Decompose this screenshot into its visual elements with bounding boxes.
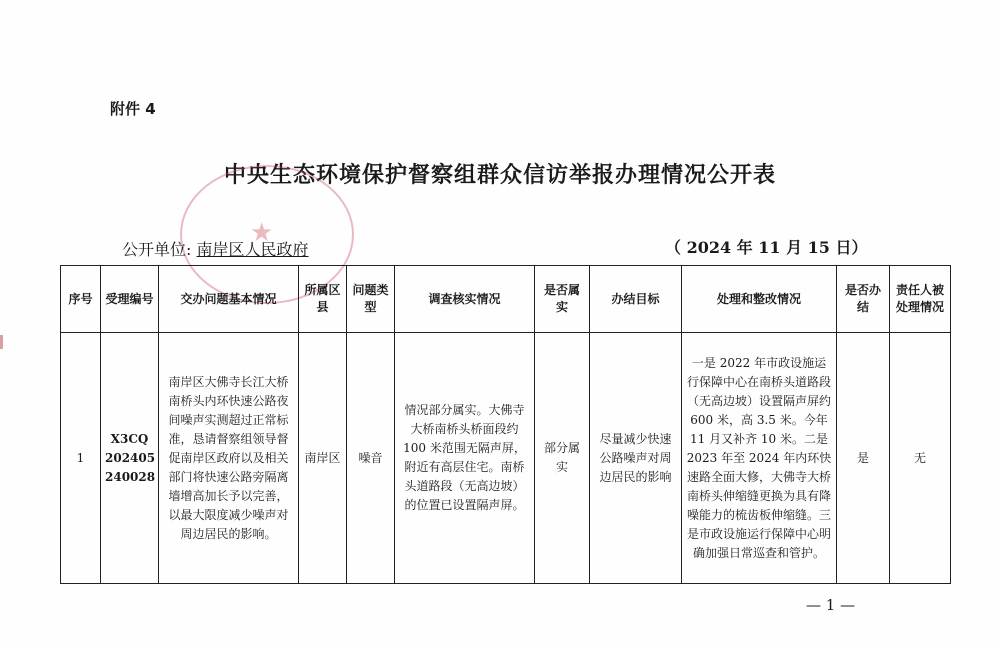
col-header-district: 所属区县 [299, 266, 347, 333]
col-header-index: 序号 [61, 266, 101, 333]
cell-district: 南岸区 [299, 333, 347, 584]
col-header-code: 受理编号 [101, 266, 159, 333]
page-number: — 1 — [806, 596, 856, 614]
publish-date: （ 2024 年 11 月 15 日） [665, 238, 868, 257]
unit-label: 公开单位: [122, 240, 192, 259]
cell-code [101, 333, 159, 584]
annex-label: 附件 4 [110, 100, 156, 118]
table-header-row [61, 266, 951, 333]
col-header-issue: 交办问题基本情况 [159, 266, 299, 333]
seal-star-icon: ★ [250, 218, 274, 248]
unit-value: 南岸区人民政府 [196, 240, 309, 259]
cell-handling: 一是 2022 年市政设施运行保障中心在南桥头道路段（无高边坡）设置隔声屏约 600 米，高 3.5 米。今年 11 月又补齐 10 米。二是 2023 年至 2024 年内环快速路全面大修，大佛寺大桥南桥头伸缩缝更换为具有降噪能力的梳齿板伸缩缝。三是市政设施运行保障中心明确加强日常巡查和管护。 [682, 333, 837, 584]
publishing-unit [122, 237, 309, 260]
col-header-is-true: 是否属实 [535, 266, 590, 333]
code-line: 202405 [105, 450, 156, 465]
page-title: 中央生态环境保护督察组群众信访举报办理情况公开表 [223, 163, 776, 188]
cell-is-true: 部分属实 [535, 333, 590, 584]
col-header-handling: 处理和整改情况 [682, 266, 837, 333]
col-header-type: 问题类型 [347, 266, 395, 333]
code-line: X3CQ [110, 431, 149, 446]
col-header-investigation: 调查核实情况 [395, 266, 535, 333]
table-row [61, 333, 951, 584]
cell-investigation: 情况部分属实。大佛寺大桥南桥头桥面段约 100 米范围无隔声屏，附近有高层住宅。南桥头道路段（无高边坡）的位置已设置隔声屏。 [395, 333, 535, 584]
col-header-goal: 办结目标 [590, 266, 682, 333]
col-header-accountability: 责任人被处理情况 [890, 266, 951, 333]
code-line: 240028 [105, 469, 156, 484]
cell-completed: 是 [837, 333, 890, 584]
col-header-completed: 是否办结 [837, 266, 890, 333]
binding-mark [0, 335, 3, 349]
cell-issue: 南岸区大佛寺长江大桥南桥头内环快速公路夜间噪声实测超过正常标准，恳请督察组领导督促南岸区政府以及相关部门将快速公路旁隔离墙增高加长予以完善，以最大限度减少噪声对周边居民的影响。 [159, 333, 299, 584]
cell-goal: 尽量减少快速公路噪声对周边居民的影响 [590, 333, 682, 584]
cell-index: 1 [61, 333, 101, 584]
report-table [60, 265, 951, 584]
cell-type: 噪音 [347, 333, 395, 584]
cell-accountability: 无 [890, 333, 951, 584]
